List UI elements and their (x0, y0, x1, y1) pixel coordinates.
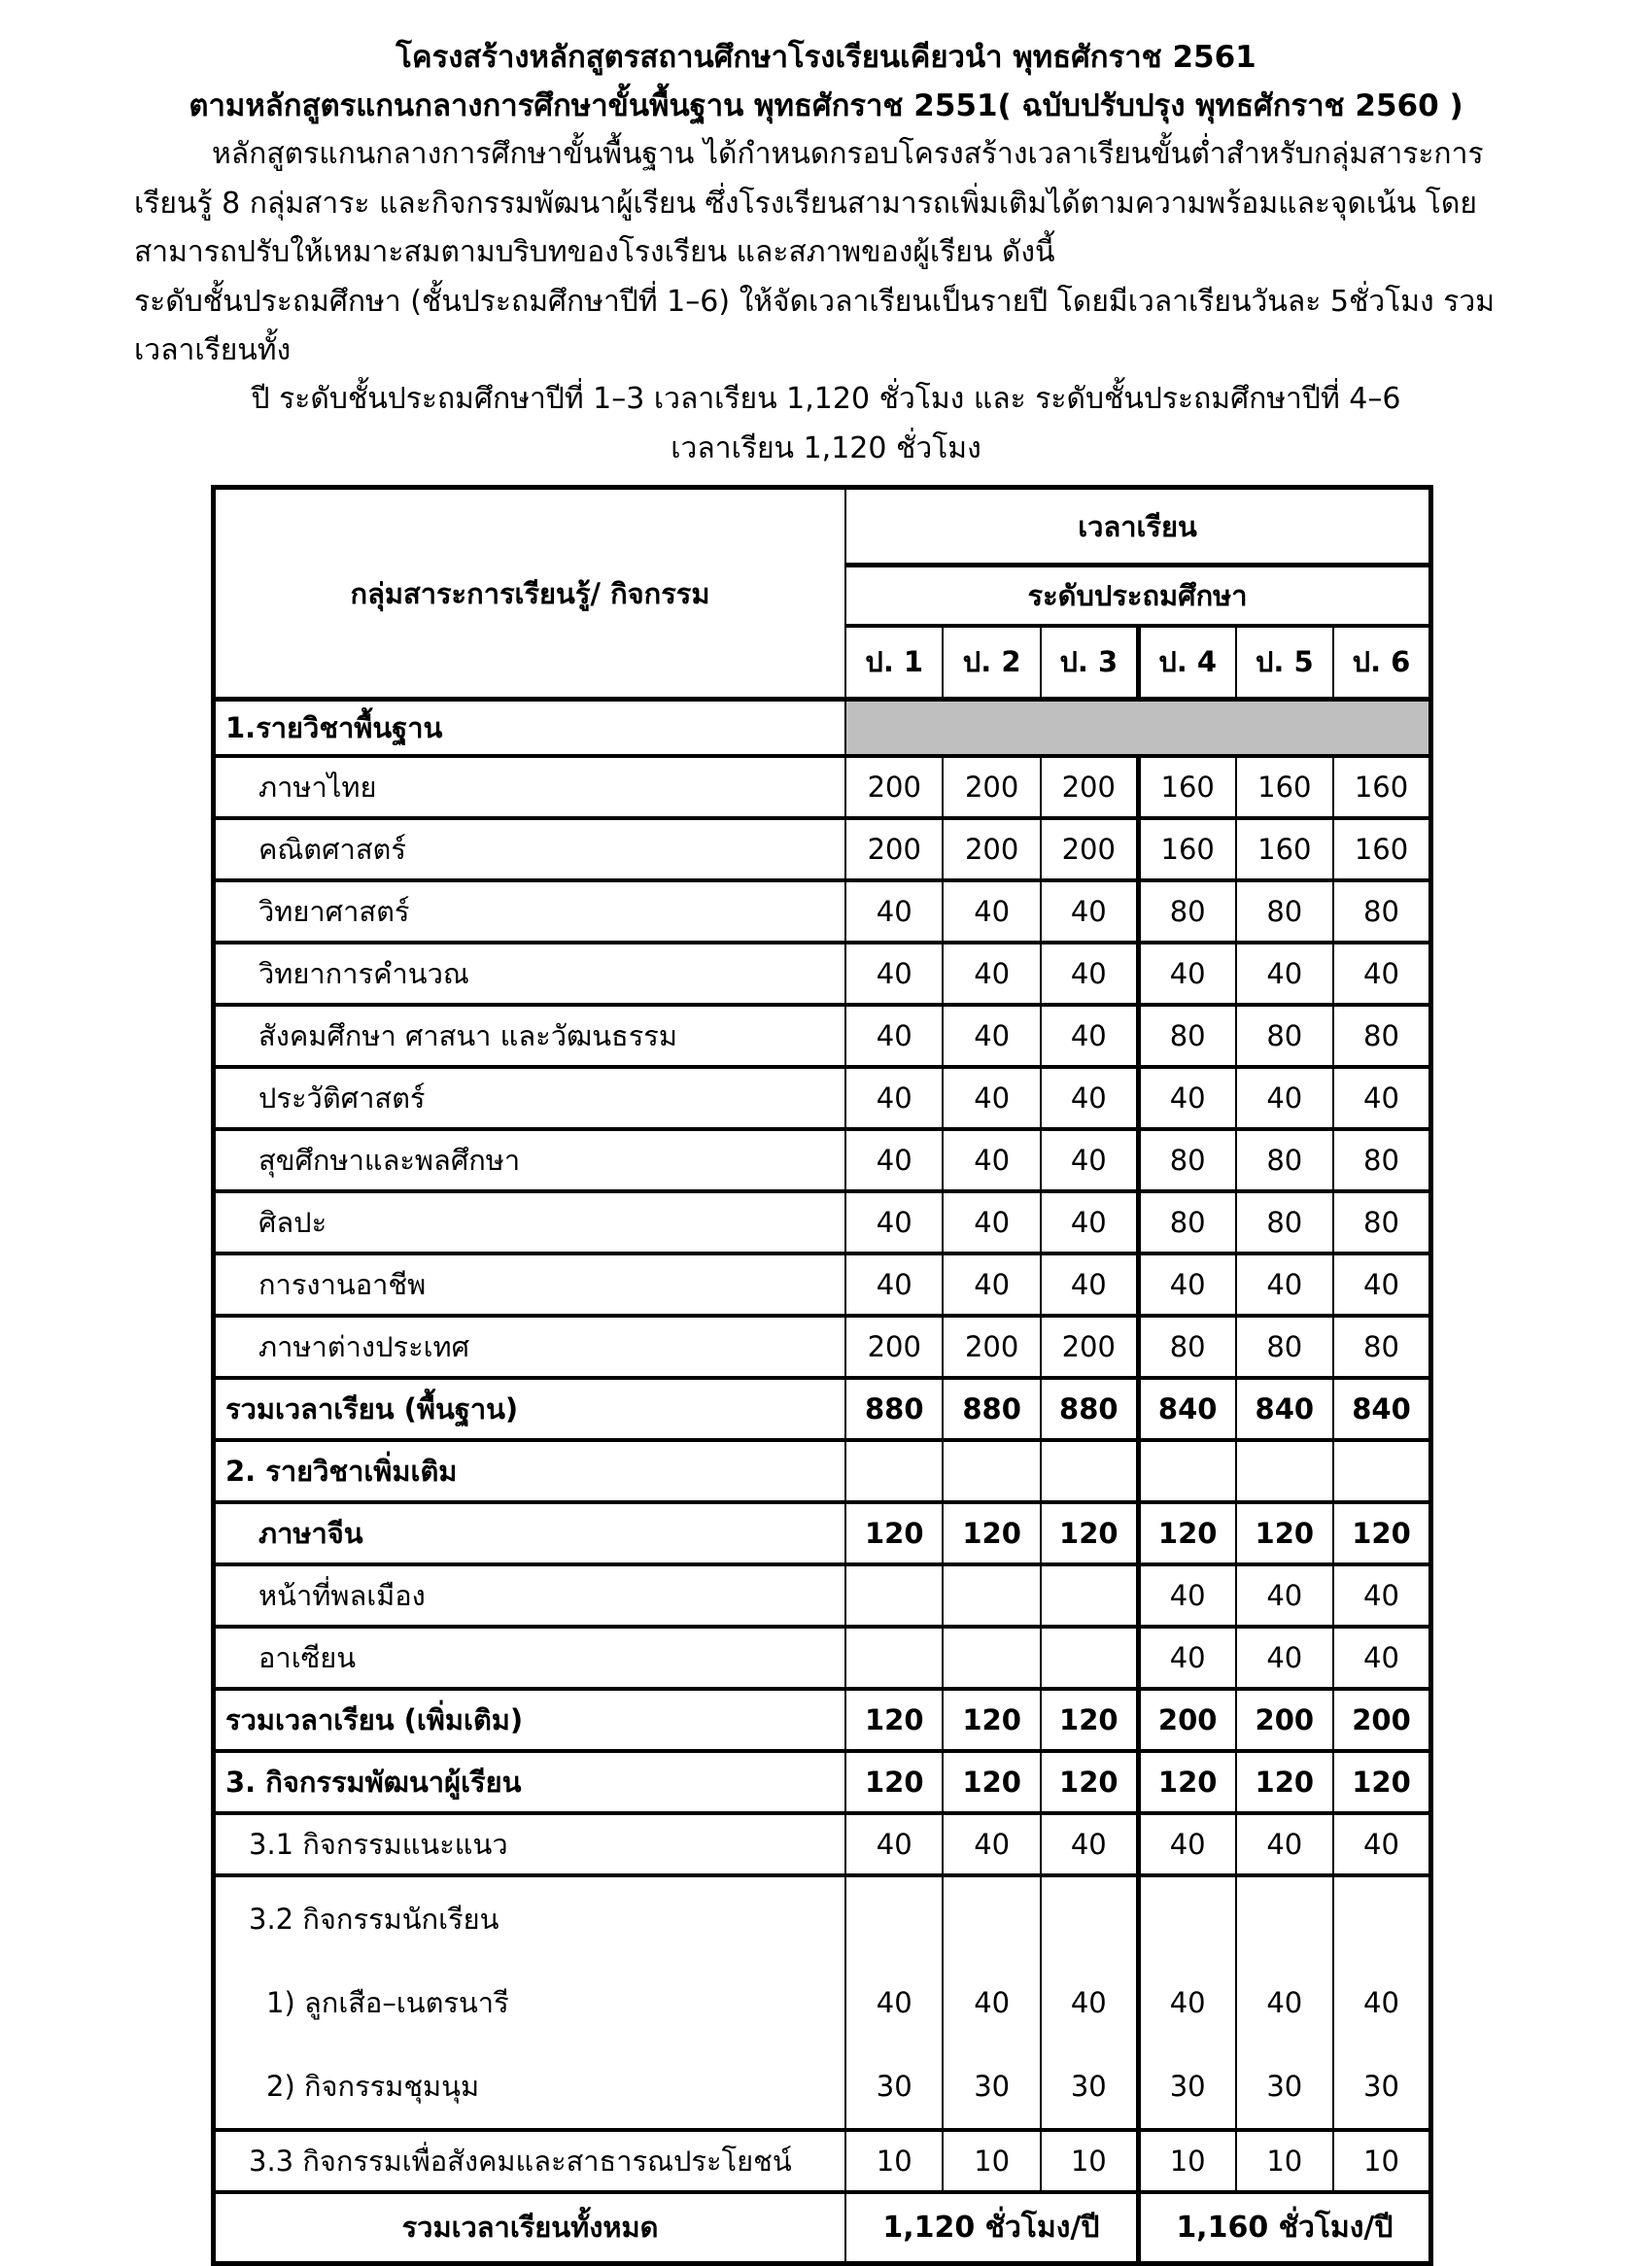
footer-label: รวมเวลาเรียนทั้งหมด (214, 2192, 846, 2264)
hours-cell: 10 (1138, 2130, 1235, 2192)
hours-cell: 40 (1236, 1067, 1333, 1129)
hours-cell: 120 (1236, 1751, 1333, 1813)
hours-cell: 40 (845, 880, 943, 943)
curriculum-table-wrap (211, 485, 1433, 2266)
hours-cell: 120 (1236, 1502, 1333, 1564)
hours-cell: 160 (1138, 818, 1235, 880)
hours-cell: 880 (943, 1378, 1040, 1440)
table-row (214, 1564, 1431, 1627)
hours-cell: 120 (845, 1502, 943, 1564)
footer-total-p1-p3: 1,120 ชั่วโมง/ปี (845, 2192, 1138, 2264)
paragraph1-line1: หลักสูตรแกนกลางการศึกษาขั้นพื้นฐาน ได้กำหนดกรอบโครงสร้างเวลาเรียนขั้นต่ำสำหรับกลุ่มสาระการ (212, 137, 1484, 172)
group-line-value: 30 (1363, 2069, 1399, 2103)
group-line-value: 40 (974, 1985, 1011, 2019)
row-label: 3.3 กิจกรรมเพื่อสังคมและสาธารณประโยชน์ (214, 2130, 846, 2192)
hours-cell: 200 (1138, 1689, 1235, 1751)
table-row (214, 2192, 1431, 2264)
hours-cell-group (1236, 1875, 1333, 2130)
hours-cell: 40 (1041, 1067, 1138, 1129)
hours-cell: 40 (845, 1129, 943, 1191)
header-row-study-time (214, 488, 1431, 566)
hours-cell: 40 (1041, 880, 1138, 943)
hours-cell: 40 (1138, 1067, 1235, 1129)
table-row (214, 943, 1431, 1005)
hours-cell: 80 (1333, 1316, 1430, 1378)
hours-cell (1041, 1440, 1138, 1502)
hours-cell: 40 (1333, 1813, 1430, 1875)
hours-cell: 10 (1041, 2130, 1138, 2192)
hours-cell: 160 (1333, 818, 1430, 880)
row-label: 2. รายวิชาเพิ่มเติม (214, 1440, 846, 1502)
table-row (214, 1316, 1431, 1378)
hours-cell: 200 (845, 756, 943, 818)
column-header-level: ระดับประถมศึกษา (845, 566, 1430, 626)
column-header-grade-1: ป. 1 (845, 626, 943, 700)
hours-cell: 880 (1041, 1378, 1138, 1440)
hours-cell: 120 (1138, 1502, 1235, 1564)
hours-cell: 200 (943, 1316, 1040, 1378)
paragraph1-line3: สามารถปรับให้เหมาะสมตามบริบทของโรงเรียน และสภาพของผู้เรียน ดังนี้ (134, 235, 1055, 270)
hours-cell: 120 (845, 1689, 943, 1751)
table-row (214, 1005, 1431, 1067)
group-line-value: 30 (876, 2069, 912, 2103)
group-line-value (1237, 1877, 1332, 1961)
hours-cell-group (1041, 1875, 1138, 2130)
row-label: การงานอาชีพ (214, 1253, 846, 1316)
table-row (214, 756, 1431, 818)
hours-cell: 120 (1041, 1689, 1138, 1751)
paragraph2-line3: เวลาเรียน 1,120 ชั่วโมง (671, 430, 981, 465)
row-label: วิทยาการคำนวณ (214, 943, 846, 1005)
table-row (214, 880, 1431, 943)
row-label: อาเซียน (214, 1627, 846, 1689)
hours-cell: 840 (1138, 1378, 1235, 1440)
row-label: คณิตศาสตร์ (214, 818, 846, 880)
hours-cell: 40 (943, 880, 1040, 943)
hours-cell (845, 1440, 943, 1502)
hours-cell: 160 (1236, 818, 1333, 880)
hours-cell: 40 (1333, 943, 1430, 1005)
hours-cell: 880 (845, 1378, 943, 1440)
table-row (214, 1627, 1431, 1689)
table-row (214, 2130, 1431, 2192)
hours-cell: 40 (1333, 1067, 1430, 1129)
column-header-study-time: เวลาเรียน (845, 488, 1430, 566)
column-header-subjects: กลุ่มสาระการเรียนรู้/ กิจกรรม (214, 488, 846, 700)
hours-cell (1236, 1440, 1333, 1502)
group-line-value: 30 (1266, 2069, 1303, 2103)
hours-cell-group (943, 1875, 1040, 2130)
hours-cell: 10 (1236, 2130, 1333, 2192)
hours-cell: 40 (1138, 1813, 1235, 1875)
hours-cell: 80 (1333, 1005, 1430, 1067)
hours-cell: 120 (1333, 1751, 1430, 1813)
hours-cell: 40 (1236, 943, 1333, 1005)
footer-total-p4-p6: 1,160 ชั่วโมง/ปี (1138, 2192, 1430, 2264)
hours-cell: 40 (1041, 1005, 1138, 1067)
row-label: ภาษาไทย (214, 756, 846, 818)
hours-cell: 40 (1236, 1813, 1333, 1875)
hours-cell: 200 (943, 756, 1040, 818)
hours-cell: 80 (1138, 1191, 1235, 1253)
table-row (214, 818, 1431, 880)
group-line-value: 40 (876, 1985, 912, 2019)
shaded-band (845, 700, 1430, 756)
hours-cell: 10 (845, 2130, 943, 2192)
hours-cell: 160 (1236, 756, 1333, 818)
hours-cell: 40 (1041, 1253, 1138, 1316)
table-row (214, 1751, 1431, 1813)
hours-cell: 200 (1041, 1316, 1138, 1378)
document-title-line2: ตามหลักสูตรแกนกลางการศึกษาขั้นพื้นฐาน พุทธศักราช 2551( ฉบับปรับปรุง พุทธศักราช 2560 ) (189, 88, 1463, 124)
hours-cell (943, 1440, 1040, 1502)
hours-cell: 40 (943, 1005, 1040, 1067)
curriculum-table (211, 485, 1433, 2266)
hours-cell: 40 (943, 1191, 1040, 1253)
group-line-value (1141, 1877, 1235, 1961)
column-header-grade-4: ป. 4 (1138, 626, 1235, 700)
hours-cell (1041, 1564, 1138, 1627)
row-label: 1.รายวิชาพื้นฐาน (214, 700, 846, 756)
column-header-grade-3: ป. 3 (1041, 626, 1138, 700)
hours-cell: 120 (943, 1751, 1040, 1813)
hours-cell: 40 (1138, 1564, 1235, 1627)
hours-cell: 40 (845, 943, 943, 1005)
group-line-value (1334, 1877, 1428, 1961)
hours-cell: 200 (1236, 1689, 1333, 1751)
group-line-value (1042, 1877, 1136, 1961)
group-line-label: 3.2 กิจกรรมนักเรียน (249, 1902, 499, 1936)
hours-cell (845, 1627, 943, 1689)
hours-cell: 840 (1236, 1378, 1333, 1440)
hours-cell: 40 (1138, 1253, 1235, 1316)
hours-cell: 80 (1138, 1129, 1235, 1191)
row-label: สุขศึกษาและพลศึกษา (214, 1129, 846, 1191)
table-row (214, 1253, 1431, 1316)
hours-cell: 40 (943, 1253, 1040, 1316)
hours-cell: 80 (1333, 880, 1430, 943)
table-row (214, 1067, 1431, 1129)
group-line-value: 30 (974, 2069, 1011, 2103)
row-label: 3. กิจกรรมพัฒนาผู้เรียน (214, 1751, 846, 1813)
hours-cell: 80 (1333, 1129, 1430, 1191)
group-line-label: 2) กิจกรรมชุมนุม (266, 2069, 480, 2103)
group-line-value: 30 (1169, 2069, 1206, 2103)
row-label: ภาษาต่างประเทศ (214, 1316, 846, 1378)
row-label: ภาษาจีน (214, 1502, 846, 1564)
hours-cell: 200 (1041, 756, 1138, 818)
hours-cell: 40 (1236, 1627, 1333, 1689)
row-label: รวมเวลาเรียน (เพิ่มเติม) (214, 1689, 846, 1751)
hours-cell: 80 (1236, 1191, 1333, 1253)
table-row (214, 1813, 1431, 1875)
paragraph2-line1: ระดับชั้นประถมศึกษา (ชั้นประถมศึกษาปีที่ 1–6) ให้จัดเวลาเรียนเป็นรายปี โดยมีเวลาเรียนวันละ 5ชั่วโมง รวมเวลาเรียนทั้ง (134, 284, 1495, 367)
table-row (214, 700, 1431, 756)
hours-cell (943, 1564, 1040, 1627)
row-label: รวมเวลาเรียน (พื้นฐาน) (214, 1378, 846, 1440)
group-line-label: 1) ลูกเสือ–เนตรนารี (266, 1985, 509, 2019)
row-label: หน้าที่พลเมือง (214, 1564, 846, 1627)
hours-cell: 120 (1138, 1751, 1235, 1813)
hours-cell (845, 1564, 943, 1627)
hours-cell: 200 (1041, 818, 1138, 880)
hours-cell: 80 (1236, 880, 1333, 943)
hours-cell: 120 (845, 1751, 943, 1813)
hours-cell (1333, 1440, 1430, 1502)
hours-cell-group (1138, 1875, 1235, 2130)
hours-cell: 40 (1041, 943, 1138, 1005)
hours-cell: 40 (1236, 1564, 1333, 1627)
column-header-grade-2: ป. 2 (943, 626, 1040, 700)
table-row (214, 1689, 1431, 1751)
hours-cell: 40 (943, 1813, 1040, 1875)
hours-cell: 40 (1138, 943, 1235, 1005)
hours-cell: 40 (1333, 1564, 1430, 1627)
hours-cell: 80 (1333, 1191, 1430, 1253)
table-row (214, 1440, 1431, 1502)
hours-cell-group (845, 1875, 943, 2130)
hours-cell (1041, 1627, 1138, 1689)
hours-cell: 160 (1138, 756, 1235, 818)
hours-cell: 40 (1041, 1129, 1138, 1191)
group-line-value (846, 1877, 942, 1961)
hours-cell (1138, 1440, 1235, 1502)
row-label: ประวัติศาสตร์ (214, 1067, 846, 1129)
hours-cell-group (1333, 1875, 1430, 2130)
hours-cell: 80 (1236, 1005, 1333, 1067)
hours-cell: 40 (845, 1813, 943, 1875)
paragraph1-line2: เรียนรู้ 8 กลุ่มสาระ และกิจกรรมพัฒนาผู้เรียน ซึ่งโรงเรียนสามารถเพิ่มเติมได้ตามความพร้อมและจุดเน้น โดย (134, 186, 1477, 221)
group-line-value: 40 (1169, 1985, 1206, 2019)
hours-cell: 40 (845, 1005, 943, 1067)
hours-cell: 40 (943, 1067, 1040, 1129)
column-header-grade-6: ป. 6 (1333, 626, 1430, 700)
hours-cell: 120 (1333, 1502, 1430, 1564)
table-row (214, 1129, 1431, 1191)
hours-cell: 40 (1138, 1627, 1235, 1689)
row-label: 3.1 กิจกรรมแนะแนว (214, 1813, 846, 1875)
hours-cell: 120 (943, 1689, 1040, 1751)
hours-cell: 200 (845, 818, 943, 880)
hours-cell: 40 (1333, 1253, 1430, 1316)
table-row (214, 1191, 1431, 1253)
table-row (214, 1502, 1431, 1564)
hours-cell: 80 (1138, 1316, 1235, 1378)
hours-cell: 40 (1333, 1627, 1430, 1689)
hours-cell: 120 (1041, 1751, 1138, 1813)
hours-cell (943, 1627, 1040, 1689)
hours-cell: 120 (943, 1502, 1040, 1564)
hours-cell: 200 (845, 1316, 943, 1378)
hours-cell: 40 (943, 943, 1040, 1005)
hours-cell: 10 (1333, 2130, 1430, 2192)
hours-cell: 160 (1333, 756, 1430, 818)
row-label: วิทยาศาสตร์ (214, 880, 846, 943)
curriculum-table-body (214, 488, 1431, 2264)
hours-cell: 40 (943, 1129, 1040, 1191)
hours-cell: 120 (1041, 1502, 1138, 1564)
hours-cell: 10 (943, 2130, 1040, 2192)
row-label-group (214, 1875, 846, 2130)
column-header-grade-5: ป. 5 (1236, 626, 1333, 700)
hours-cell: 40 (1041, 1191, 1138, 1253)
hours-cell: 40 (845, 1253, 943, 1316)
row-label: สังคมศึกษา ศาสนา และวัฒนธรรม (214, 1005, 846, 1067)
table-row (214, 1875, 1431, 2130)
hours-cell: 840 (1333, 1378, 1430, 1440)
hours-cell: 80 (1236, 1129, 1333, 1191)
hours-cell: 40 (845, 1191, 943, 1253)
group-line-value (944, 1877, 1039, 1961)
table-row (214, 1378, 1431, 1440)
paragraph2-line2: ปี ระดับชั้นประถมศึกษาปีที่ 1–3 เวลาเรียน 1,120 ชั่วโมง และ ระดับชั้นประถมศึกษาปีที่ 4–6 (251, 382, 1401, 417)
document-title-line1: โครงสร้างหลักสูตรสถานศึกษาโรงเรียนเคียวนำ พุทธศักราช 2561 (396, 40, 1256, 75)
hours-cell: 40 (1041, 1813, 1138, 1875)
hours-cell: 40 (1236, 1253, 1333, 1316)
row-label: ศิลปะ (214, 1191, 846, 1253)
group-line-value: 30 (1070, 2069, 1107, 2103)
hours-cell: 200 (1333, 1689, 1430, 1751)
group-line-value: 40 (1266, 1985, 1303, 2019)
group-line-value: 40 (1070, 1985, 1107, 2019)
hours-cell: 80 (1138, 880, 1235, 943)
group-line-value: 40 (1363, 1985, 1399, 2019)
hours-cell: 200 (943, 818, 1040, 880)
hours-cell: 80 (1138, 1005, 1235, 1067)
hours-cell: 40 (845, 1067, 943, 1129)
hours-cell: 80 (1236, 1316, 1333, 1378)
